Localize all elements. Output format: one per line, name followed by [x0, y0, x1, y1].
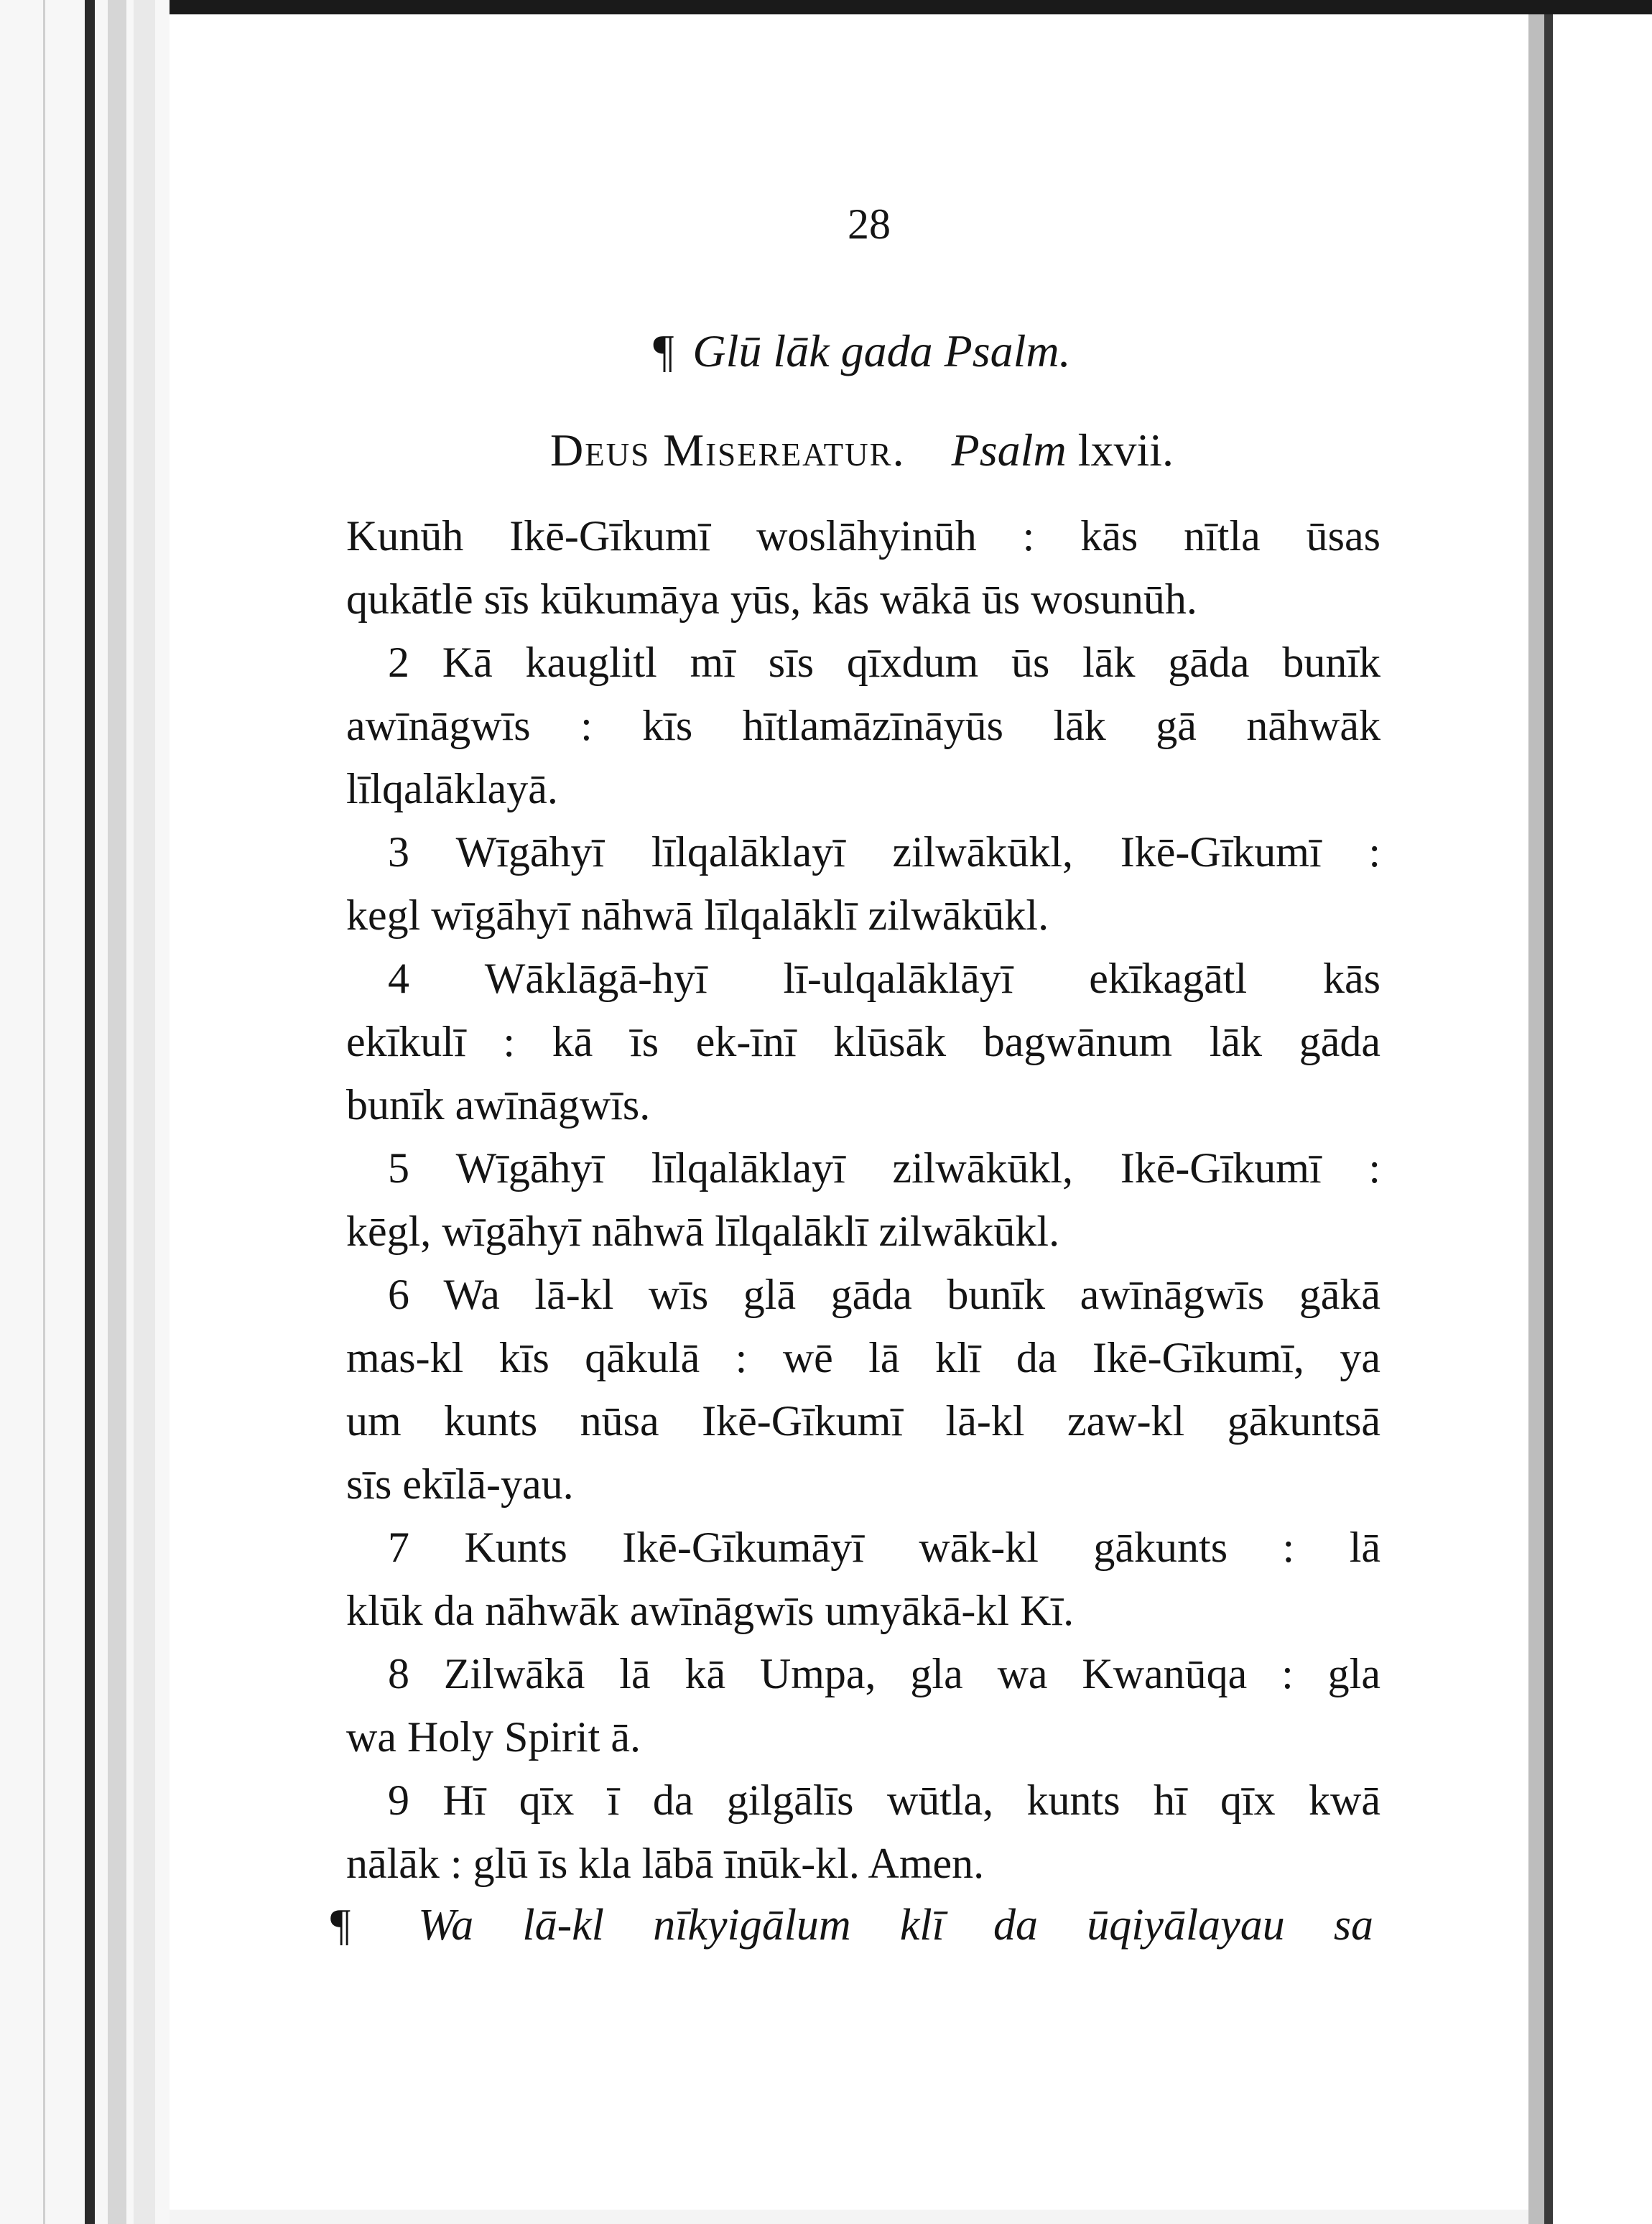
pilcrow-mark: ¶: [653, 325, 674, 376]
text-line: mas-kl kīs qākulā : wē lā klī da Ikē-Gīkumī, ya: [346, 1334, 1380, 1381]
verse-line: 2 Kā kauglitl mī sīs qīxdum ūs lāk gāda bunīk: [388, 639, 1380, 686]
psalm-number: lxvii.: [1077, 425, 1174, 476]
section-heading: [345, 325, 1379, 378]
verse-line: 7 Kunts Ikē-Gīkumāyī wāk-kl gākunts : lā: [388, 1524, 1380, 1571]
psalm-word: Psalm: [951, 425, 1067, 476]
verse-line: 8 Zilwākā lā kā Umpa, gla wa Kwanūqa : gla: [388, 1650, 1380, 1697]
page-number: 28: [848, 200, 891, 248]
text-line: qukātlē sīs kūkumāya yūs, kās wākā ūs wosunūh.: [346, 575, 1197, 623]
verse-line: 4 Wāklāgā-hyī lī-ulqalāklāyī ekīkagātl kās: [388, 955, 1380, 1002]
text-line: kegl wīgāhyī nāhwā līlqalāklī zilwākūkl.: [346, 891, 1049, 939]
verse-line: 3 Wīgāhyī līlqalāklayī zilwākūkl, Ikē-Gīkumī :: [388, 828, 1380, 876]
text-line: līlqalāklayā.: [346, 765, 558, 812]
text-line: klūk da nāhwāk awīnāgwīs umyākā-kl Kī.: [346, 1587, 1075, 1634]
psalm-title: [345, 424, 1379, 477]
text-line: sīs ekīlā-yau.: [346, 1460, 574, 1508]
text-line: awīnāgwīs : kīs hītlamāzīnāyūs lāk gā nāhwāk: [346, 702, 1380, 749]
next-section-heading: [330, 1894, 1373, 1957]
verse-line: 5 Wīgāhyī līlqalāklayī zilwākūkl, Ikē-Gīkumī :: [388, 1144, 1380, 1192]
text-line: Kunūh Ikē-Gīkumī woslāhyinūh : kās nītla ūsas: [346, 512, 1380, 560]
psalm-body: [346, 504, 1380, 1895]
text-line: nālāk : glū īs kla lābā īnūk-kl. Amen.: [346, 1840, 985, 1887]
text-line: wa Holy Spirit ā.: [346, 1713, 641, 1761]
text-line: um kunts nūsa Ikē-Gīkumī lā-kl zaw-kl gākuntsā: [346, 1397, 1380, 1445]
verse-line: 6 Wa lā-kl wīs glā gāda bunīk awīnāgwīs gākā: [388, 1271, 1380, 1318]
next-section-heading-text: Wa lā-kl nīkyigālum klī da ūqiyālayau sa: [418, 1901, 1373, 1950]
section-heading-text: Glū lāk gada Psalm.: [692, 325, 1071, 376]
pilcrow-mark: ¶: [330, 1901, 351, 1950]
text-line: kēgl, wīgāhyī nāhwā līlqalāklī zilwākūkl.: [346, 1208, 1060, 1255]
psalm-latin-title: Deus Misereatur.: [550, 425, 906, 476]
verse-line: 9 Hī qīx ī da gilgālīs wūtla, kunts hī qīx kwā: [388, 1776, 1380, 1824]
text-line: ekīkulī : kā īs ek-īnī klūsāk bagwānum lāk gāda: [346, 1018, 1380, 1065]
text-line: bunīk awīnāgwīs.: [346, 1081, 651, 1129]
